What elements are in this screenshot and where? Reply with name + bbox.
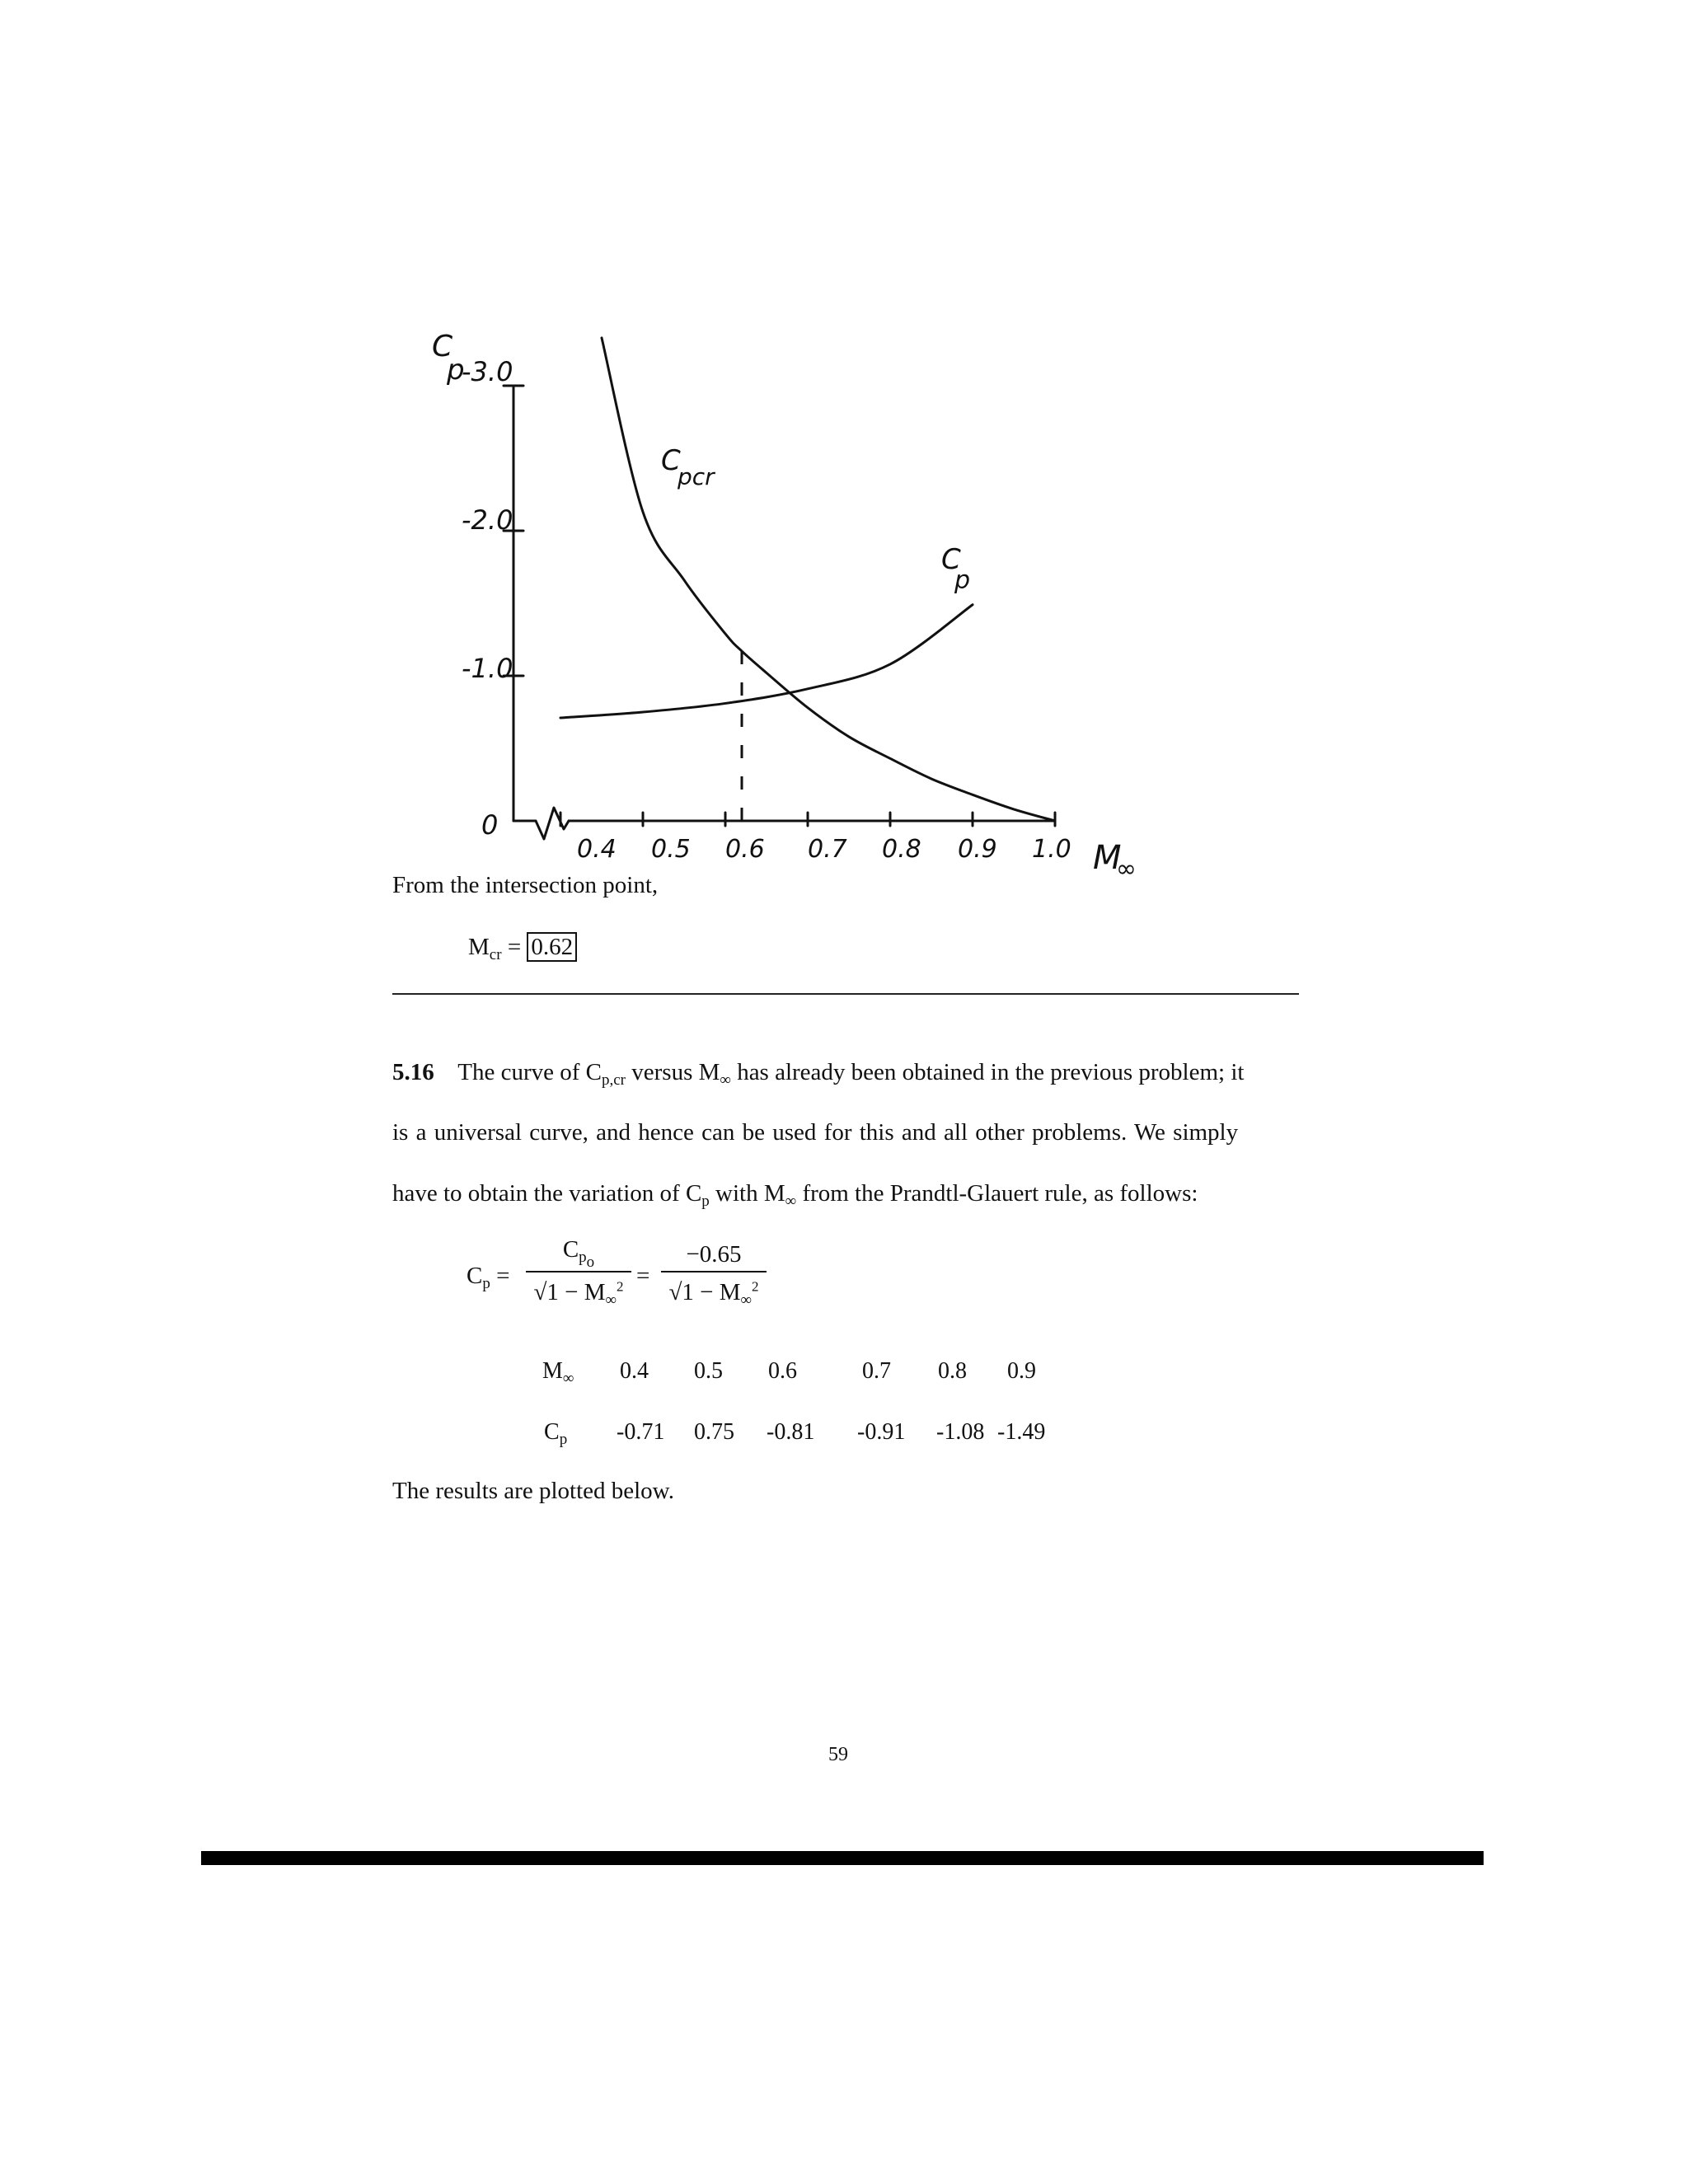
table-label-symbol: M: [542, 1358, 563, 1384]
equation-sup: 2: [752, 1278, 759, 1295]
problem-line-2: is a universal curve, and hence can be used for this and all other problems. We simply: [392, 1119, 1239, 1146]
x-tick-label: 1.0: [1032, 835, 1071, 864]
equation-sub: ∞: [740, 1291, 753, 1309]
table-cell: -0.81: [767, 1419, 815, 1445]
problem-number: 5.16: [392, 1059, 434, 1085]
fraction-2-bar: [661, 1271, 767, 1272]
equation-symbol: C: [562, 1236, 579, 1263]
y-axis-label-sub: p: [447, 354, 465, 387]
cp-vs-mach-chart: [0, 0, 1688, 940]
x-tick-label: 0.4: [577, 835, 617, 864]
problem-sub: ∞: [785, 1193, 797, 1210]
fraction-1-numerator: [526, 1236, 631, 1271]
equation-equals: =: [496, 1263, 510, 1289]
problem-text: The curve of C: [457, 1059, 602, 1085]
table-cell: 0.7: [862, 1358, 891, 1384]
table-cell: 0.6: [768, 1358, 797, 1384]
chart-axes: [504, 386, 1055, 839]
problem-sub: p: [701, 1193, 710, 1210]
table-cell: 0.9: [1007, 1358, 1036, 1384]
footer-bar: [201, 1851, 1484, 1865]
equation-symbol: √1 − M: [533, 1279, 606, 1305]
results-text: The results are plotted below.: [392, 1478, 674, 1504]
x-tick-label: 0.6: [725, 835, 765, 864]
section-divider: [392, 993, 1299, 995]
cp-curve-label: C: [941, 543, 961, 576]
cpcr-curve: [602, 338, 1055, 821]
table-row1-label: [542, 1358, 574, 1385]
table-cell: 0.75: [694, 1419, 734, 1445]
problem-line-3: [392, 1180, 1198, 1210]
x-axis-label-sub: ∞: [1116, 855, 1137, 883]
fraction-2-numerator: −0.65: [686, 1241, 742, 1268]
mcr-equals: =: [501, 934, 528, 960]
table-cell: 0.8: [938, 1358, 967, 1384]
table-cell: 0.4: [620, 1358, 649, 1384]
chart-labels: [432, 330, 1137, 883]
equation-equals-2: =: [636, 1263, 650, 1289]
x-tick-label: 0.7: [808, 835, 847, 864]
equation-subsub: o: [586, 1254, 595, 1271]
page-number: 59: [828, 1744, 848, 1765]
mcr-value-box: 0.62: [527, 932, 577, 962]
problem-text: has already been obtained in the previous problem; it: [730, 1059, 1245, 1085]
x-tick-label: 0.8: [882, 835, 921, 864]
problem-text: with M: [709, 1180, 785, 1207]
problem-text: have to obtain the variation of C: [392, 1180, 702, 1207]
y-tick-label: -2.0: [462, 504, 513, 536]
table-cell: 0.5: [694, 1358, 723, 1384]
x-axis-break: [536, 808, 569, 839]
cp-curve: [560, 605, 973, 718]
table-cell: -0.71: [617, 1419, 665, 1445]
equation-sub: ∞: [605, 1291, 617, 1309]
equation-lhs: [467, 1263, 509, 1290]
y-axis-label: C: [432, 330, 453, 363]
mcr-sub: cr: [489, 946, 502, 963]
equation-sup: 2: [617, 1278, 624, 1295]
fraction-1-bar: [526, 1271, 631, 1272]
table-label-sub: ∞: [562, 1370, 574, 1387]
table-cell: -1.49: [997, 1419, 1046, 1445]
equation-symbol: C: [467, 1263, 483, 1289]
problem-line-1: [392, 1059, 1245, 1089]
problem-text: versus M: [626, 1059, 720, 1085]
equation-sub: p: [482, 1275, 490, 1292]
problem-text: from the Prandtl-Glauert rule, as follows:: [796, 1180, 1198, 1207]
mcr-symbol: M: [468, 934, 490, 960]
table-label-symbol: C: [544, 1419, 560, 1445]
mcr-result: [468, 934, 577, 961]
cpcr-curve-label-sub: pcr: [678, 463, 715, 490]
chart-curves: [560, 338, 1055, 821]
prandtl-glauert-equation: [467, 1236, 796, 1327]
equation-sub: p: [579, 1249, 587, 1266]
problem-sub: ∞: [720, 1071, 731, 1089]
y-tick-label: -1.0: [462, 653, 513, 684]
intersection-text: From the intersection point,: [392, 872, 659, 898]
table-row2-label: [544, 1419, 567, 1446]
problem-sub: p,cr: [601, 1071, 626, 1089]
cpcr-curve-label: C: [661, 444, 681, 477]
table-label-sub: p: [559, 1431, 568, 1448]
x-tick-label: 0.5: [651, 835, 691, 864]
y-tick-label: -3.0: [462, 356, 513, 387]
cp-curve-label-sub: p: [954, 566, 971, 595]
x-axis-label: M: [1093, 839, 1122, 877]
table-cell: -0.91: [857, 1419, 906, 1445]
fraction-2-denominator: [661, 1278, 767, 1309]
equation-symbol: √1 − M: [668, 1279, 741, 1305]
table-cell: -1.08: [936, 1419, 985, 1445]
y-tick-label: 0: [481, 809, 499, 841]
x-tick-label: 0.9: [958, 835, 997, 864]
fraction-1-denominator: [526, 1278, 631, 1309]
